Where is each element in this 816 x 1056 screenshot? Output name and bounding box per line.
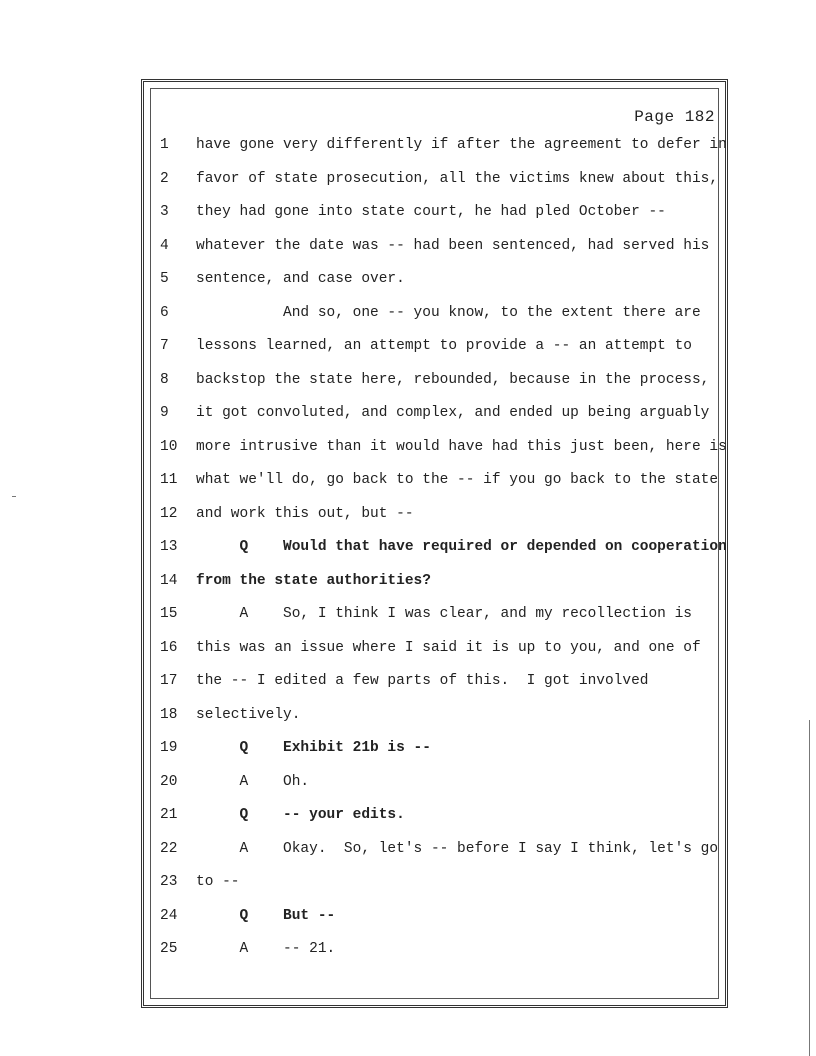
transcript-line	[150, 467, 720, 501]
transcript-line	[150, 266, 720, 300]
transcript-line	[150, 601, 720, 635]
transcript-line	[150, 735, 720, 769]
line-text: they had gone into state court, he had pled October --	[196, 204, 666, 220]
line-number: 6	[160, 304, 169, 321]
transcript-line	[150, 869, 720, 903]
transcript-lines	[150, 132, 727, 970]
line-text: A Oh.	[196, 773, 310, 790]
line-number: 17	[160, 673, 178, 689]
transcript-line	[150, 534, 727, 568]
line-number: 20	[160, 773, 178, 790]
transcript-line	[150, 568, 720, 602]
line-number: 9	[160, 405, 169, 421]
transcript-line	[150, 903, 720, 937]
scan-edge-line	[809, 720, 810, 1056]
line-number: 14	[160, 572, 178, 589]
transcript-line	[150, 668, 720, 702]
line-text: whatever the date was -- had been sentenced, had served his	[196, 237, 710, 254]
line-number: 16	[160, 639, 178, 656]
line-number: 7	[160, 338, 169, 354]
line-text: A -- 21.	[196, 941, 336, 957]
line-number: 4	[160, 237, 169, 254]
line-number: 24	[160, 907, 178, 924]
line-text: sentence, and case over.	[196, 271, 405, 287]
line-number: 5	[160, 271, 169, 287]
line-number: 23	[160, 874, 178, 890]
line-number: 2	[160, 170, 169, 187]
line-text: Q Would that have required or depended on cooperation	[196, 539, 727, 555]
line-text: what we'll do, go back to the -- if you go back to the state	[196, 472, 719, 488]
line-text: more intrusive than it would have had this just been, here is	[196, 438, 727, 455]
transcript-line	[150, 400, 720, 434]
line-text: the -- I edited a few parts of this. I got involved	[196, 673, 649, 689]
line-text: Q Exhibit 21b is --	[196, 740, 431, 756]
line-text: this was an issue where I said it is up to you, and one of	[196, 639, 701, 656]
line-text: have gone very differently if after the agreement to defer in	[196, 137, 727, 153]
transcript-line	[150, 936, 720, 970]
line-text: favor of state prosecution, all the victims knew about this,	[196, 170, 719, 187]
line-text: from the state authorities?	[196, 572, 431, 589]
line-text: A Okay. So, let's -- before I say I think, let's go	[196, 840, 719, 857]
line-number: 19	[160, 740, 178, 756]
scan-mark	[12, 496, 16, 497]
line-number: 12	[160, 505, 178, 522]
line-number: 22	[160, 840, 178, 857]
line-text: selectively.	[196, 706, 301, 723]
transcript-line	[150, 769, 720, 803]
line-text: Q -- your edits.	[196, 807, 405, 823]
transcript-line	[150, 233, 720, 267]
transcript-line	[150, 199, 720, 233]
line-number: 18	[160, 706, 178, 723]
line-number: 15	[160, 606, 178, 622]
line-number: 10	[160, 438, 178, 455]
line-text: lessons learned, an attempt to provide a -- an attempt to	[196, 338, 692, 354]
line-text: Q But --	[196, 907, 336, 924]
line-number: 11	[160, 472, 178, 488]
transcript-line	[150, 434, 727, 468]
line-text: A So, I think I was clear, and my recollection is	[196, 606, 692, 622]
line-number: 13	[160, 539, 178, 555]
transcript-line	[150, 166, 720, 200]
transcript-line	[150, 132, 727, 166]
line-number: 21	[160, 807, 178, 823]
line-text: it got convoluted, and complex, and ended up being arguably	[196, 405, 710, 421]
transcript-line	[150, 802, 720, 836]
transcript-line	[150, 367, 720, 401]
line-text: and work this out, but --	[196, 505, 414, 522]
line-number: 25	[160, 941, 178, 957]
transcript-line	[150, 501, 720, 535]
page-number: Page 182	[634, 108, 715, 126]
transcript-line	[150, 702, 720, 736]
line-number: 3	[160, 204, 169, 220]
transcript-line	[150, 333, 720, 367]
transcript-line	[150, 300, 720, 334]
line-number: 1	[160, 137, 169, 153]
line-text: to --	[196, 874, 240, 890]
transcript-line	[150, 635, 720, 669]
transcript-line	[150, 836, 720, 870]
line-text: And so, one -- you know, to the extent there are	[196, 304, 701, 321]
line-number: 8	[160, 371, 169, 388]
line-text: backstop the state here, rebounded, because in the process,	[196, 371, 710, 388]
